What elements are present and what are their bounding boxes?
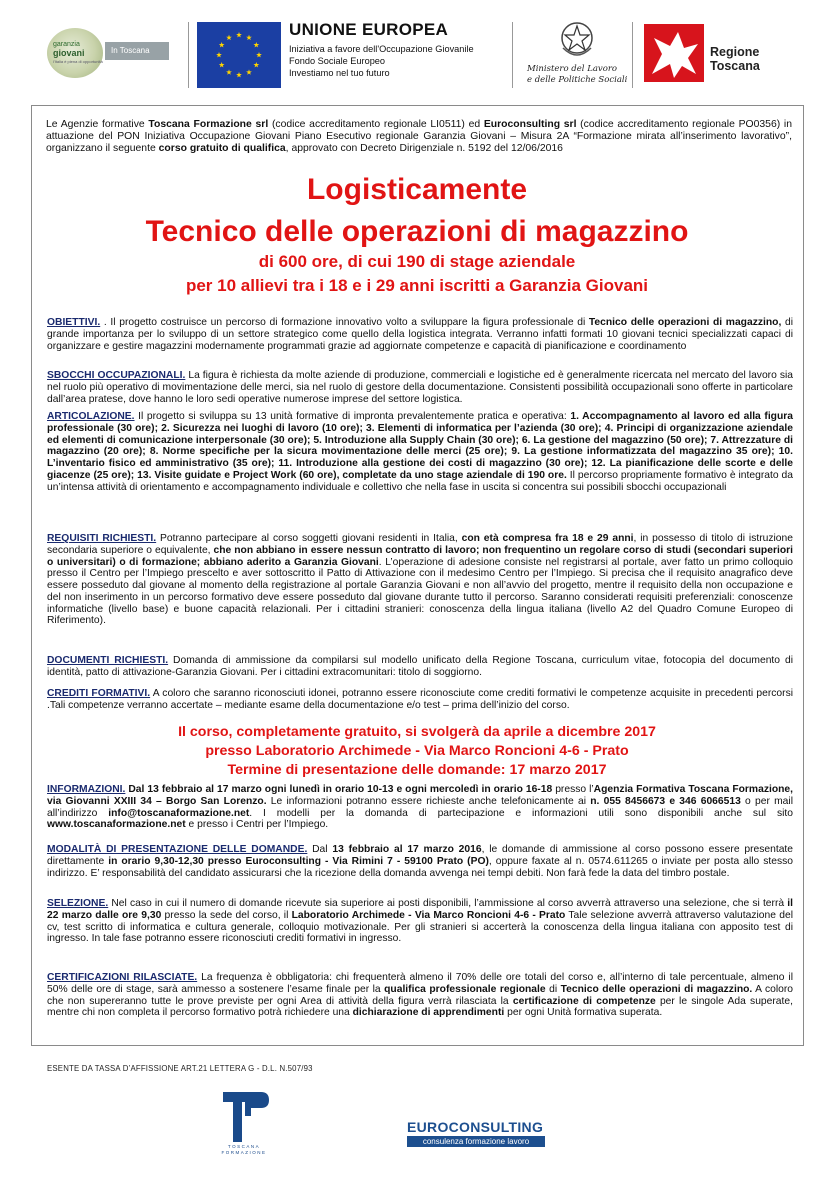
section-bold: Tecnico delle operazioni di magazzino, [588,317,782,328]
section-requisiti [47,533,793,627]
email-address: info@toscanaformazione.net [108,807,250,819]
toscana-formazione-logo-icon [221,1090,271,1146]
intro-text: , approvato con Decreto Dirigenziale n. 5192 del 12/06/2016 [285,143,563,154]
section-bold: Agenzia Formativa Toscana Formazione, via Giovanni XXIII 34 – Borgo San Lorenzo. [47,784,793,807]
tf-text-line-1: TOSCANA [227,1144,261,1149]
section-text: o per mail all’indirizzo [47,795,793,819]
section-text: Le informazioni potranno essere richieste anche telefonicamente ai [266,795,591,807]
section-modalita [47,844,793,879]
announcement-location: presso Laboratorio Archimede - Via Marco Roncioni 4-6 - Prato [205,743,629,759]
divider [512,22,513,88]
intro-text: (codice accreditamento regionale LI0511) ed [268,119,484,130]
section-label: INFORMAZIONI. [47,784,126,795]
section-text: Il progetto si sviluppa su 13 unità formative di impronta prevalentemente pratica e operativa: [134,411,571,422]
intro-paragraph [46,119,792,155]
ministry-line-2: e delle Politiche Sociali [527,75,628,85]
announcement-dates: Il corso, completamente gratuito, si svolgerà da aprile a dicembre 2017 [178,724,656,740]
section-text: di grande importanza per lo sviluppo di un settore strategico come quello della logistica integrata. Verranno infatti formati 10 giovani tecnici specializzati capaci di organizzare e gestire magazzini modernamente programmati grazie ad aggiornate competenze e capacità di pianificazione e coordinamento [47,317,793,352]
section-label: SBOCCHI OCCUPAZIONALI. [47,370,186,381]
section-bold: Laboratorio Archimede - Via Marco Roncioni 4-6 - Prato [291,909,566,921]
italian-republic-emblem-icon [557,18,597,62]
section-label: DOCUMENTI RICHIESTI. [47,655,169,666]
divider [632,22,633,88]
section-sbocchi [47,370,793,405]
section-bold: 1. Accompagnamento al lavoro ed alla figura professionale (30 ore); 2. Sicurezza nei luoghi di lavoro (10 ore); 3. Elementi di informatica per l’azienda (30 ore); 4. Principi di organizzazione aziendale ed elementi di comunicazione interpersonale (30 ore); 5. Introduzione alla Supply Chain (30 ore); 6. La gestione del magazzino (50 ore); 7. Attrezzature di magazzino (20 ore); 8. Norme specifiche per la sicura movimentazione delle merci (25 ore); 9. La gestione informatizzata del magazzino 35 ore); 10. L’inventario fisico ed amministrativo (35 ore); 11. Introduzione alla gestione dei costi di magazzino (30 ore); 12. La pianificazione delle scorte e delle giacenze (25 ore); 13. Visite guidate e Project Work (60 ore), completate da uno stage aziendale di 190 ore. [47,411,793,481]
intro-agency-1: Toscana Formazione srl [148,119,269,130]
section-obiettivi [47,317,793,352]
section-bold: 13 febbraio al 17 marzo 2016 [332,844,482,855]
section-bold: che non abbiano in essere nessun contratto di lavoro; non frequentino un regolare corso di studi (secondari superiori o universitari) o di formazione; abbiano aderito a Garanzia Giovani [47,544,793,568]
section-text: e presso i Centri per l’Impiego. [185,819,329,831]
phone-numbers: n. 055 8456673 e 346 6066513 [590,795,741,807]
intro-text: (codice accreditamento regionale PO0356) in attuazione del PON Iniziativa Occupazione Giovani Piano Esecutivo regionale Garanzia Giovani – Misura 2A “Formazione mirata all’inserimento lavorativo”, organizzano il seguente [46,119,792,154]
section-crediti [47,688,793,712]
euroconsulting-logo: EUROCONSULTING [407,1119,544,1135]
page-subtitle: Tecnico delle operazioni di magazzino [145,215,689,248]
section-text: Dal [307,844,333,855]
intro-text: Le Agenzie formative [46,119,149,130]
section-text: La figura è richiesta da molte aziende di produzione, commerciali e logistiche ed è generalmente ricercata nel mercato del lavoro sia nel ruolo più operativo di movimentazione delle merci, sia nel ruolo di gestore della documentazione. Consistenti possibilità occupazionali sono offerte in particolare dall’area pratese, dove hanno le loro sedi operative numerose imprese del settore logistica. [47,370,793,405]
section-text: Potranno partecipare al corso soggetti giovani residenti in Italia, [156,533,462,544]
eu-line-2: Fondo Sociale Europeo [289,56,386,66]
section-label: OBIETTIVI. [47,317,101,328]
gg-logo-line1: garanzia [53,41,80,48]
tf-text-line-2: FORMAZIONE [221,1150,267,1155]
gg-logo-line2: giovani [53,48,85,58]
section-text: Nel caso in cui il numero di domande ricevute sia superiore ai posti disponibili, l’ammissione al corso avverrà attraverso una selezione, che si terrà [108,898,788,909]
region-name: Regione Toscana [710,45,760,73]
regione-toscana-pegasus-icon [644,24,704,82]
section-label: ARTICOLAZIONE. [47,411,135,422]
section-text: A coloro che non supereranno tutte le prove previste per ogni Area di attività della figura verrà rilasciata la [47,983,793,1007]
euroconsulting-tagline: consulenza formazione lavoro [407,1136,545,1147]
gg-logo-sub: l'Italia è piena di opportunità [53,59,103,64]
section-text: , le domande di ammissione al corso possono essere presentate direttamente [47,844,794,867]
gg-region-tag: In Toscana [105,42,169,60]
section-text: A coloro che saranno riconosciuti idonei, potranno essere riconosciute come crediti formativi le competenze acquisite in precedenti percorsi .Tali competenze verranno accertate – mediante esame della documentazione e/o test – prima dell’inizio del corso. [47,688,794,711]
section-text: Il percorso propriamente formativo è integrato da un’intensa attività di orientamento e accompagnamento individuale e collettivo che nella fase in uscita si concentra sui possibili sbocchi occupazionali [47,469,793,493]
section-text: presso la sede del corso, il [161,909,292,921]
intro-agency-2: Euroconsulting srl [483,119,577,130]
eu-line-3: Investiamo nel tuo futuro [289,68,390,78]
section-text: . I modelli per la domanda di partecipazione e informazioni utili sono disponibili anche sul sito [249,807,793,819]
page-title: Logisticamente [306,173,528,206]
section-text: . Il progetto costruisce un percorso di formazione innovativo volto a sviluppare la figura professionale di [100,317,589,328]
eu-line-1: Iniziativa a favore dell'Occupazione Giovanile [289,44,474,54]
toscana-formazione-logo-text [214,1144,274,1156]
section-text: . L’operazione di adesione consiste nel registrarsi al portale, aver fatto un primo colloquio presso il Centro per l’Impiego prescelto e aver sottoscritto il Patto di Attivazione con il medesimo Centro per l’Impiego. Si precisa che il requisito anagrafico deve essere posseduto dal giovane al momento della registrazione al portale Garanzia Giovani e non all’avvio del progetto, mentre il requisito della non occupazione e del non inserimento in un percorso formativo deve essere posseduto dal giovane durante tutto il percorso. Saranno considerati requisiti preferenziali: conoscenze informatiche (livello base) e buone capacità relazionali. Per i cittadini stranieri: conoscenza della lingua italiana (livello A2 del Quadro Comune Europeo di Riferimento). [47,556,793,627]
section-label: MODALITÀ DI PRESENTAZIONE DELLE DOMANDE. [47,844,308,855]
website-address: www.toscanaformazione.net [47,819,186,831]
announcement-deadline: Termine di presentazione delle domande: 17 marzo 2017 [227,762,607,778]
header-logos [42,14,812,96]
section-bold: con età compresa fra 18 e 29 anni [461,533,634,544]
section-text: , in possesso di titolo di istruzione secondaria superiore o equivalente, [47,533,793,556]
garanzia-giovani-logo [47,28,182,78]
course-hours: di 600 ore, di cui 190 di stage aziendale [258,252,576,271]
section-text: Domanda di ammissione da compilarsi sul modello unificato della Regione Toscana, curriculum vitae, fotocopia del documento di identità, patto di attivazione-Garanzia Giovani. Per i cittadini extracomunitari: titolo di soggiorno. [47,655,793,678]
section-label: CERTIFICAZIONI RILASCIATE. [47,972,198,983]
section-bold: dichiarazione di apprendimenti [352,1007,505,1019]
section-bold: il 22 marzo dalle ore 9,30 [47,898,793,921]
section-text: Tale selezione avverrà attraverso valutazione del cv, test scritto di informatica e cultura generale, colloquio motivazionale. Per gli stranieri si accerterà la conoscenza della lingua italiana con apposito test di ingresso. In tale fase potranno essere riconosciuti crediti formativi in ingresso. [47,909,793,945]
section-label: CREDITI FORMATIVI. [47,688,151,699]
eu-title: UNIONE EUROPEA [289,20,449,39]
section-text: per ogni Unità formativa superata. [504,1007,663,1019]
eu-flag-icon [197,22,281,88]
section-bold: in orario 9,30-12,30 presso Euroconsulting - Via Rimini 7 - 59100 Prato (PO) [108,855,489,867]
section-bold: Dal 13 febbraio al 17 marzo ogni lunedì in orario 10-13 e ogni mercoledì in orario 16-18 [125,784,553,795]
section-articolazione [47,411,793,493]
section-text: per le singole Ada superate, mentre chi non completa il percorso formativo potrà richiedere una [47,995,793,1019]
section-bold: qualifica professionale regionale [384,983,546,995]
ministry-name [527,64,627,86]
section-informazioni [47,784,793,831]
section-text: di [545,983,561,995]
section-certificazioni [47,972,793,1019]
divider [188,22,189,88]
section-label: REQUISITI RICHIESTI. [47,533,157,544]
section-text: presso l’ [552,784,594,795]
section-selezione [47,898,793,945]
section-text: La frequenza è obbligatoria: chi frequenterà almeno il 70% delle ore totali del corso e, all’interno di tale percentuale, almeno il 50% delle ore di stage, sarà ammesso a sostenere l’esame finale per la [47,972,793,995]
tax-exemption-note: ESENTE DA TASSA D’AFFISSIONE ART.21 LETTERA G - D.L. N.507/93 [47,1064,313,1073]
section-label: SELEZIONE. [47,898,109,909]
section-bold: Tecnico delle operazioni di magazzino. [560,983,753,995]
section-text: , oppure faxate al n. 0574.611265 o inviate per posta allo stesso indirizzo. E’ responsabilità del candidato assicurarsi che la ricezione della domanda avvenga nei tempi debiti. Non farà fede la data del timbro postale. [47,855,793,879]
course-target: per 10 allievi tra i 18 e i 29 anni iscritti a Garanzia Giovani [185,276,649,295]
section-bold: certificazione di competenze [512,995,656,1007]
ministry-line-1: Ministero del Lavoro [527,64,618,74]
intro-course-type: corso gratuito di qualifica [158,143,286,154]
section-documenti [47,655,793,679]
